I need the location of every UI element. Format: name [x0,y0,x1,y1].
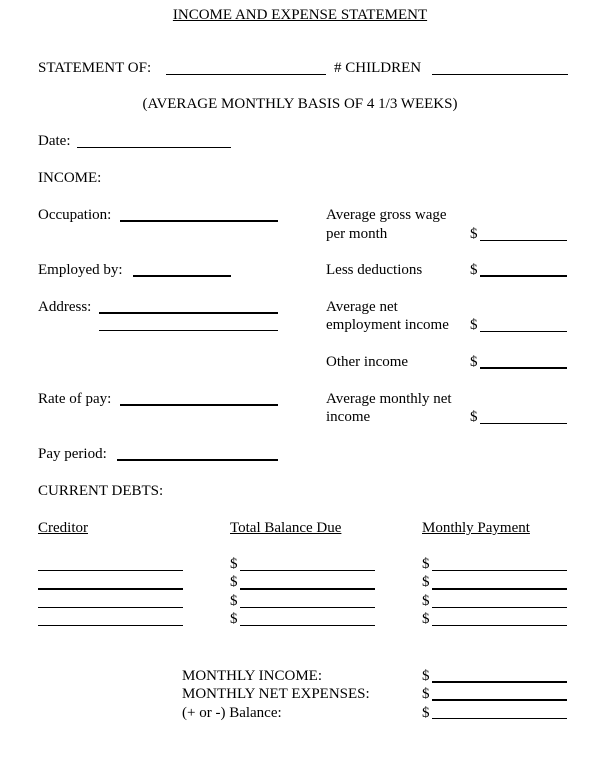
rate-of-pay-field[interactable] [120,404,278,406]
total-balance-column-header: Total Balance Due [230,520,342,536]
balance-field-1[interactable] [240,570,375,571]
creditor-field-2[interactable] [38,588,183,590]
balance-field-4[interactable] [240,625,375,626]
address-field-line1[interactable] [99,312,278,314]
monthly-income-label: MONTHLY INCOME: [182,668,323,684]
avg-gross-label-line2: per month [326,226,388,242]
payment-dollar-3: $ [422,593,430,609]
avg-monthly-net-label-line1: Average monthly net [326,391,452,407]
rate-of-pay-label: Rate of pay: [38,391,112,407]
creditor-column-header: Creditor [38,520,88,536]
monthly-income-dollar: $ [422,668,430,684]
occupation-label: Occupation: [38,207,112,223]
balance-field-2[interactable] [240,588,375,590]
payment-field-4[interactable] [432,625,567,626]
subtitle: (AVERAGE MONTHLY BASIS OF 4 1/3 WEEKS) [142,96,458,112]
monthly-net-expenses-field[interactable] [432,699,567,701]
statement-of-label: STATEMENT OF: [38,60,152,76]
income-heading: INCOME: [38,170,102,186]
employed-by-label: Employed by: [38,262,123,278]
payment-field-1[interactable] [432,570,567,571]
date-label: Date: [38,133,71,149]
monthly-net-expenses-dollar: $ [422,686,430,702]
avg-net-dollar: $ [470,317,478,333]
payment-field-3[interactable] [432,607,567,608]
other-income-field[interactable] [480,367,567,369]
children-label: # CHILDREN [334,60,422,76]
less-deductions-label: Less deductions [326,262,423,278]
balance-dollar-1: $ [230,556,238,572]
address-field-line2[interactable] [99,330,278,331]
creditor-field-4[interactable] [38,625,183,626]
statement-of-field[interactable] [166,74,326,75]
balance-dollar-3: $ [230,593,238,609]
balance-dollar-4: $ [230,611,238,627]
monthly-net-expenses-label: MONTHLY NET EXPENSES: [182,686,370,702]
pay-period-label: Pay period: [38,446,107,462]
balance-dollar-2: $ [230,574,238,590]
avg-monthly-net-label-line2: income [326,409,371,425]
current-debts-heading: CURRENT DEBTS: [38,483,164,499]
monthly-income-field[interactable] [432,681,567,683]
less-deductions-field[interactable] [480,275,567,277]
address-label: Address: [38,299,92,315]
payment-dollar-4: $ [422,611,430,627]
avg-monthly-net-field[interactable] [480,423,567,424]
balance-field-3[interactable] [240,607,375,608]
balance-label: (+ or -) Balance: [182,705,282,721]
other-income-dollar: $ [470,354,478,370]
creditor-field-1[interactable] [38,570,183,571]
occupation-field[interactable] [120,220,278,222]
monthly-payment-column-header: Monthly Payment [422,520,530,536]
avg-net-label-line1: Average net [326,299,398,315]
other-income-label: Other income [326,354,409,370]
children-field[interactable] [432,74,568,75]
payment-dollar-1: $ [422,556,430,572]
pay-period-field[interactable] [117,459,278,461]
payment-dollar-2: $ [422,574,430,590]
less-deductions-dollar: $ [470,262,478,278]
page-title: INCOME AND EXPENSE STATEMENT [172,7,428,23]
creditor-field-3[interactable] [38,607,183,608]
avg-gross-label-line1: Average gross wage [326,207,447,223]
avg-monthly-net-dollar: $ [470,409,478,425]
date-field[interactable] [77,147,231,148]
balance-dollar: $ [422,705,430,721]
avg-gross-field[interactable] [480,240,567,241]
balance-field[interactable] [432,718,567,719]
avg-net-label-line2: employment income [326,317,449,333]
avg-net-field[interactable] [480,331,567,332]
employed-by-field[interactable] [133,275,231,277]
payment-field-2[interactable] [432,588,567,590]
avg-gross-dollar: $ [470,226,478,242]
